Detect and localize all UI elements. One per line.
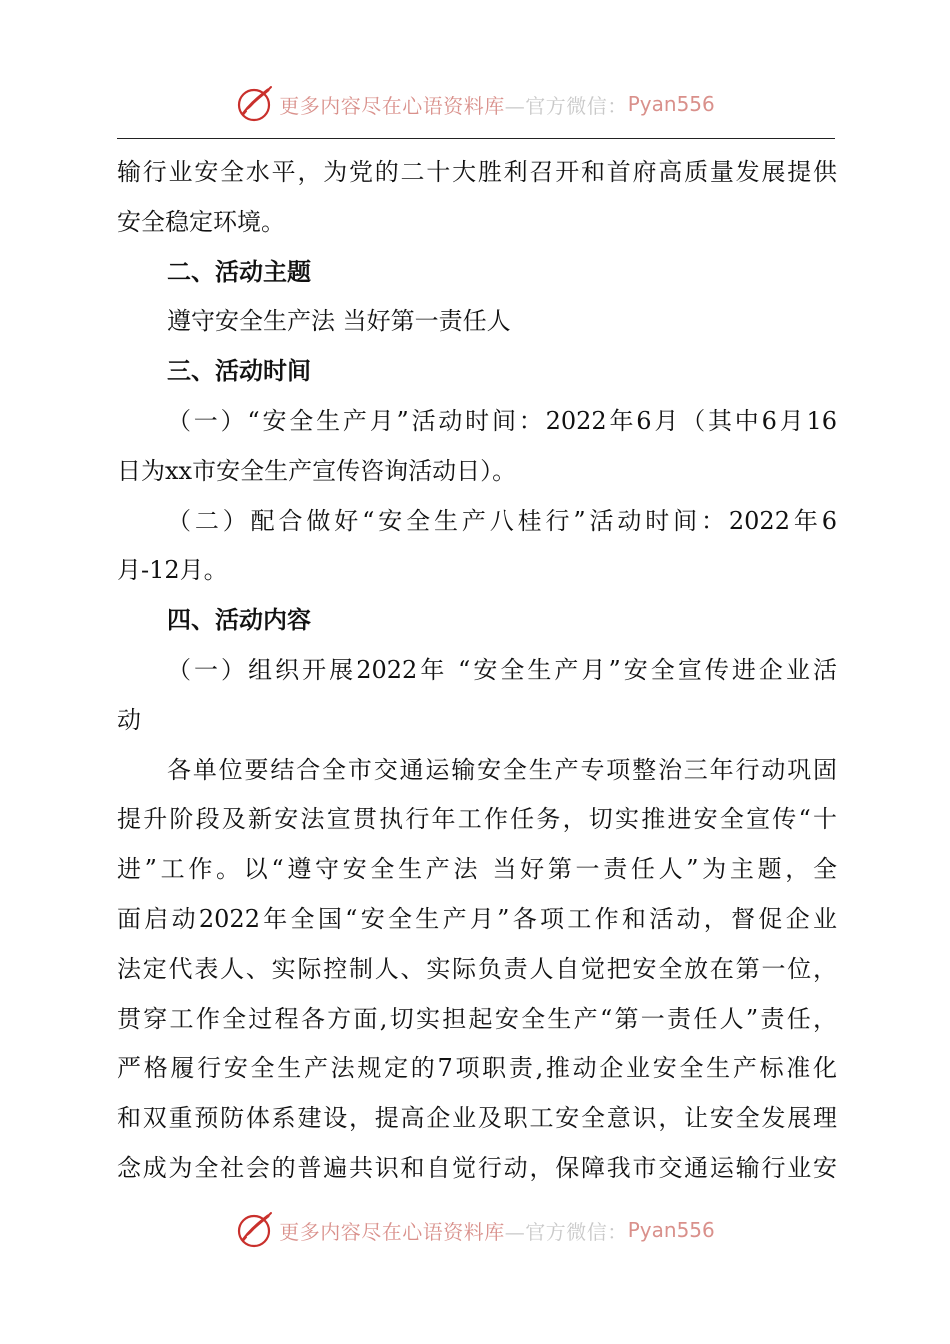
text-line: 各单位要结合全市交通运输安全生产专项整治三年行动巩固 [167, 755, 837, 784]
text-line: （一）“安全生产月”活动时间：2022年6月（其中6月16 [167, 406, 837, 435]
watermark-account: Pyan556 [627, 92, 715, 116]
pen-logo-icon [235, 1210, 275, 1250]
text-line: 遵守安全生产法 当好第一责任人 [167, 307, 511, 336]
document-body [117, 148, 837, 1194]
watermark-footer [0, 1210, 950, 1250]
header-divider [117, 138, 835, 139]
text-line: 法定代表人、实际控制人、实际负责人自觉把安全放在第一位， [117, 954, 837, 983]
text-line: 提升阶段及新安法宣贯执行年工作任务，切实推进安全宣传“十 [117, 805, 837, 834]
text-line: 面启动2022年全国“安全生产月”各项工作和活动，督促企业 [117, 904, 837, 933]
text-line: 贯穿工作全过程各方面,切实担起安全生产“第一责任人”责任， [117, 1004, 837, 1033]
pen-logo-icon [235, 84, 275, 124]
text-line: （二）配合做好“安全生产八桂行”活动时间：2022年6 [167, 506, 837, 535]
section-heading: 二、活动主题 [167, 257, 311, 286]
watermark-main-text: 更多内容尽在心语资料库 [279, 93, 505, 118]
section-heading: 三、活动时间 [167, 357, 311, 386]
text-line: 进”工作。以“遵守安全生产法 当好第一责任人”为主题，全 [117, 855, 837, 884]
watermark-main-text: 更多内容尽在心语资料库 [279, 1219, 505, 1244]
text-line: 念成为全社会的普遍共识和自觉行动，保障我市交通运输行业安 [117, 1153, 837, 1182]
text-line: 安全稳定环境。 [117, 207, 285, 236]
text-line: 动 [117, 705, 141, 734]
watermark-sub-text: —官方微信： [504, 1219, 628, 1244]
text-line: 和双重预防体系建设，提高企业及职工安全意识，让安全发展理 [117, 1104, 837, 1133]
watermark-account: Pyan556 [627, 1218, 715, 1242]
text-line: 输行业安全水平，为党的二十大胜利召开和首府高质量发展提供 [117, 158, 837, 186]
watermark-header [0, 84, 950, 124]
text-line: （一）组织开展2022年 “安全生产月”安全宣传进企业活 [167, 655, 837, 684]
section-heading: 四、活动内容 [167, 606, 311, 635]
text-line: 日为xx市安全生产宣传咨询活动日）。 [117, 456, 517, 485]
watermark-sub-text: —官方微信： [504, 93, 628, 118]
text-line: 严格履行安全生产法规定的7项职责,推动企业安全生产标准化 [117, 1054, 837, 1083]
text-line: 月-12月。 [117, 556, 228, 585]
